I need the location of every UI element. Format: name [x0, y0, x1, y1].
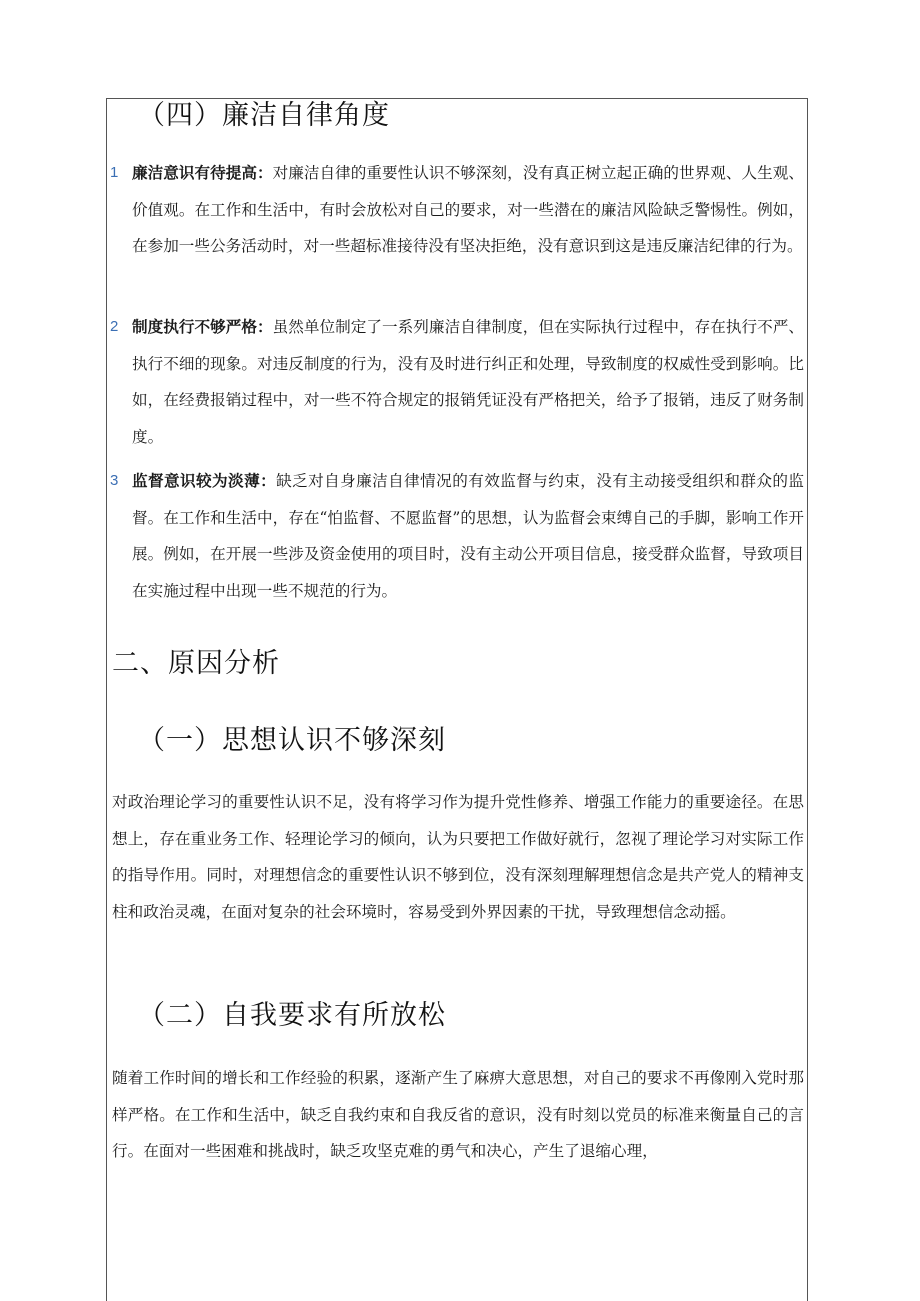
item-number: 2: [110, 318, 119, 335]
item-lead: 监督意识较为淡薄：: [132, 471, 277, 490]
section-title: （二）自我要求有所放松: [138, 1000, 446, 1031]
item-text: 对廉洁自律的重要性认识不够深刻，没有真正树立起正确的世界观、人生观、价值观。在工作和生活中，有时会放松对自己的要求，对一些潜在的廉洁风险缺乏警惕性。例如，在参加一些公务活动时，对一些超标准接待没有坚决拒绝，没有意识到这是违反廉洁纪律的行为。: [132, 164, 804, 255]
item-number: 3: [110, 472, 119, 489]
paragraph: 随着工作时间的增长和工作经验的积累，逐渐产生了麻痹大意思想，对自己的要求不再像刚入党时那样严格。在工作和生活中，缺乏自我约束和自我反省的意识，没有时刻以党员的标准来衡量自己的言行。在面对一些困难和挑战时，缺乏攻坚克难的勇气和决心，产生了退缩心理，: [112, 1069, 804, 1160]
item-text: 缺乏对自身廉洁自律情况的有效监督与约束，没有主动接受组织和群众的监督。在工作和生活中，存在“怕监督、不愿监督”的思想，认为监督会束缚自己的手脚，影响工作开展。例如，在开展一些涉及资金使用的项目时，没有主动公开项目信息，接受群众监督，导致项目在实施过程中出现一些不规范的行为。: [132, 472, 804, 600]
chapter-title: 二、原因分析: [112, 648, 280, 679]
cause-2-heading: [138, 998, 446, 1034]
section-title: （四）廉洁自律角度: [138, 100, 390, 131]
item-lead: 制度执行不够严格：: [132, 317, 273, 336]
cause-1-heading: [138, 723, 446, 759]
list-item: [112, 155, 804, 265]
section-title: （一）思想认识不够深刻: [138, 725, 446, 756]
paragraph: 对政治理论学习的重要性认识不足，没有将学习作为提升党性修养、增强工作能力的重要途径。在思想上，存在重业务工作、轻理论学习的倾向，认为只要把工作做好就行，忽视了理论学习对实际工作的指导作用。同时，对理想信念的重要性认识不够到位，没有深刻理解理想信念是共产党人的精神支柱和政治灵魂，在面对复杂的社会环境时，容易受到外界因素的干扰，导致理想信念动摇。: [112, 793, 804, 921]
list-item: [112, 463, 804, 609]
item-text: 虽然单位制定了一系列廉洁自律制度，但在实际执行过程中，存在执行不严、执行不细的现象。对违反制度的行为，没有及时进行纠正和处理，导致制度的权威性受到影响。比如，在经费报销过程中，对一些不符合规定的报销凭证没有严格把关，给予了报销，违反了财务制度。: [132, 318, 804, 446]
item-number: 1: [110, 164, 119, 181]
list-item: [112, 309, 804, 455]
item-lead: 廉洁意识有待提高：: [132, 163, 273, 182]
chapter-2-heading: [112, 646, 280, 682]
section-4-heading: [138, 98, 390, 134]
